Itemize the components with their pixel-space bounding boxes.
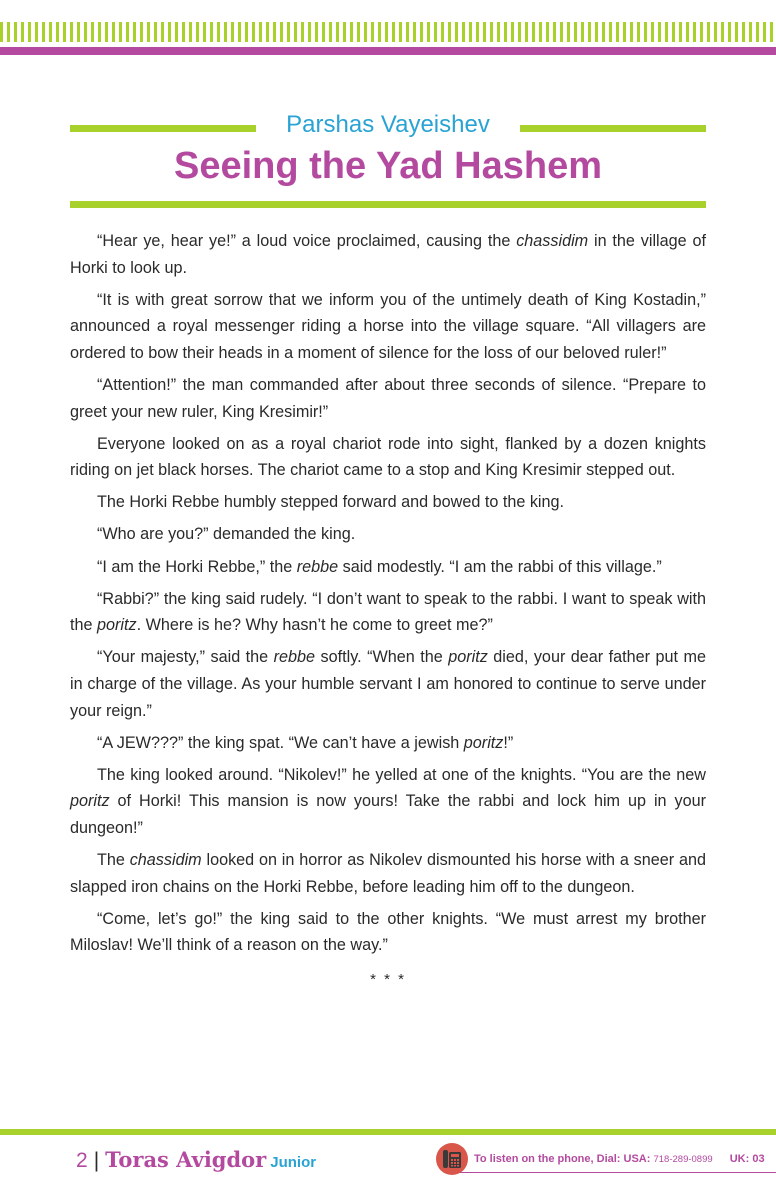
text-run: Everyone looked on as a royal chariot rode into sight, flanked by a dozen knights riding on jet black horses. The chariot came to a stop and King Kresimir stepped out. [70, 434, 706, 480]
story-paragraph [70, 372, 706, 425]
text-run: “It is with great sorrow that we inform you of the untimely death of King Kostadin,” announced a royal messenger riding a horse into the village square. “All villagers are ordered to bow their heads in a moment of silence for the loss of our beloved ruler!” [70, 290, 706, 362]
story-paragraph [70, 431, 706, 484]
text-run: !” [503, 733, 514, 752]
text-run: died, your dear father put me in charge of the village. As your humble servant I am honored to continue to serve under your reign.” [70, 648, 707, 720]
story-paragraph [70, 644, 706, 724]
usa-number: 718-289-0899 [653, 1154, 713, 1165]
italic-term: poritz [463, 733, 504, 752]
top-rule [0, 47, 776, 55]
title-rule [70, 201, 706, 208]
italic-term: rebbe [296, 557, 339, 576]
italic-term: poritz [97, 616, 137, 635]
text-run: “Hear ye, hear ye!” a loud voice proclaimed, causing the [97, 232, 517, 250]
story-paragraph [70, 554, 706, 581]
story-paragraph [70, 906, 706, 959]
text-run: “Who are you?” demanded the king. [97, 525, 356, 544]
text-run: “Attention!” the man commanded after about three seconds of silence. “Prepare to greet your new ruler, King Kresimir!” [70, 375, 706, 421]
story-paragraph [70, 730, 706, 757]
italic-term: chassidim [516, 232, 589, 250]
story-paragraph [70, 847, 706, 900]
text-run: “Come, let’s go!” the king said to the other knights. “We must arrest my brother Miloslav! We’ll think of a reason on the way.” [70, 909, 706, 955]
footer-divider: | [93, 1149, 100, 1172]
parsha-subtitle: Parshas Vayeishev [286, 111, 490, 138]
page-title: Seeing the Yad Hashem [173, 145, 603, 187]
footer-brand [76, 1145, 316, 1175]
subtitle-bar-right [520, 125, 706, 132]
story-paragraph [70, 287, 706, 367]
phone-label: To listen on the phone, Dial: [474, 1153, 621, 1165]
section-separator: * * * [370, 970, 406, 988]
italic-term: poritz [448, 648, 488, 667]
brand-sub: Junior [270, 1154, 317, 1171]
phone-text [474, 1152, 765, 1167]
usa-label: USA: [623, 1153, 651, 1165]
page-number: 2 [76, 1149, 88, 1172]
story-paragraph [70, 762, 706, 842]
italic-term: poritz [70, 792, 110, 811]
text-run: The [97, 850, 130, 869]
text-run: said modestly. “I am the rabbi of this village.” [338, 557, 662, 576]
uk-label: UK: 03 [729, 1153, 765, 1165]
italic-term: chassidim [129, 850, 202, 869]
text-run: . Where is he? Why hasn’t he come to greet me?” [136, 616, 493, 635]
text-run: softly. “When the [315, 648, 449, 667]
brand-name: Toras Avigdor [105, 1147, 267, 1172]
italic-term: rebbe [273, 648, 316, 667]
story-body [70, 228, 706, 993]
story-paragraph [70, 586, 706, 639]
text-run: in the village of Horki to look up. [70, 232, 706, 277]
telephone-icon [436, 1143, 468, 1175]
phone-underline [452, 1172, 776, 1173]
text-run: “Your majesty,” said the [97, 648, 274, 667]
text-run: “A JEW???” the king spat. “We can’t have a jewish [97, 733, 464, 752]
top-tick-border [0, 22, 776, 42]
bottom-rule [0, 1129, 776, 1135]
text-run: of Horki! This mansion is now yours! Take the rabbi and lock him up in your dungeon!” [70, 792, 706, 837]
story-paragraph [70, 489, 706, 516]
text-run: The king looked around. “Nikolev!” he yelled at one of the knights. “You are the new [97, 765, 706, 784]
phone-info [434, 1143, 776, 1177]
text-run: looked on in horror as Nikolev dismounted his horse with a sneer and slapped iron chains on the Horki Rebbe, before leading him off to the dungeon. [70, 850, 706, 896]
text-run: “Rabbi?” the king said rudely. “I don’t want to speak to the rabbi. I want to speak with the [70, 589, 706, 635]
text-run: “I am the Horki Rebbe,” the [97, 557, 297, 576]
story-paragraph [70, 228, 706, 281]
text-run: The Horki Rebbe humbly stepped forward and bowed to the king. [97, 493, 565, 512]
story-paragraph [70, 521, 706, 548]
